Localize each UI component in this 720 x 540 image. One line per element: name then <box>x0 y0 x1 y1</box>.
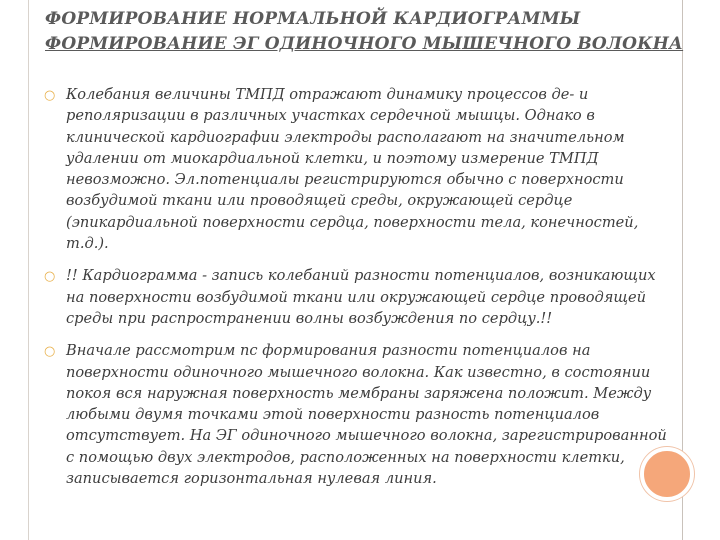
list-item-text: !! Кардиограмма - запись колебаний разности потенциалов, возникающих на поверхности возбудимой ткани или окружающей сердце проводящей среды при распространении волны возбуждения по сердцу.!! <box>66 267 656 327</box>
orange-circle-decoration-icon <box>640 447 694 501</box>
bullet-list <box>38 84 678 500</box>
left-divider-line <box>28 0 29 540</box>
circle-bullet-icon: ○ <box>44 344 56 360</box>
circle-bullet-icon: ○ <box>44 269 56 285</box>
title-line-1: ФОРМИРОВАНИЕ НОРМАЛЬНОЙ КАРДИОГРАММЫ <box>45 9 581 29</box>
circle-bullet-icon: ○ <box>44 88 56 103</box>
slide-title <box>45 7 685 57</box>
list-item-text: Колебания величины ТМПД отражают динамику процессов де- и реполяризации в различных участках сердечной мышцы. Однако в клинической кардиографии электроды располагают на значительном удалении от миокардиальной клетки, и поэтому измерение ТМПД невозможно. Эл.потенциалы регистрируются обычно с поверхности возбудимой ткани или проводящей среды, окружающей сердце (эпикардиальной поверхности сердца, поверхности тела, конечностей, т.д.). <box>66 86 639 253</box>
list-item-text: Вначале рассмотрим пс формирования разности потенциалов на поверхности одиночного мышечного волокна. Как известно, в состоянии покоя вся наружная поверхность мембраны заряжена положит. Между любыми двумя точками этой поверхности разность потенциалов отсутствует. На ЭГ одиночного мышечного волокна, зарегистрированной с помощью двух электродов, расположенных на поверхности клетки, записывается горизонтальная нулевая линия. <box>66 342 667 488</box>
title-line-2: ФОРМИРОВАНИЕ ЭГ ОДИНОЧНОГО МЫШЕЧНОГО ВОЛОКНА <box>45 34 684 54</box>
list-item <box>38 84 678 254</box>
list-item <box>38 265 678 329</box>
list-item <box>38 340 678 489</box>
